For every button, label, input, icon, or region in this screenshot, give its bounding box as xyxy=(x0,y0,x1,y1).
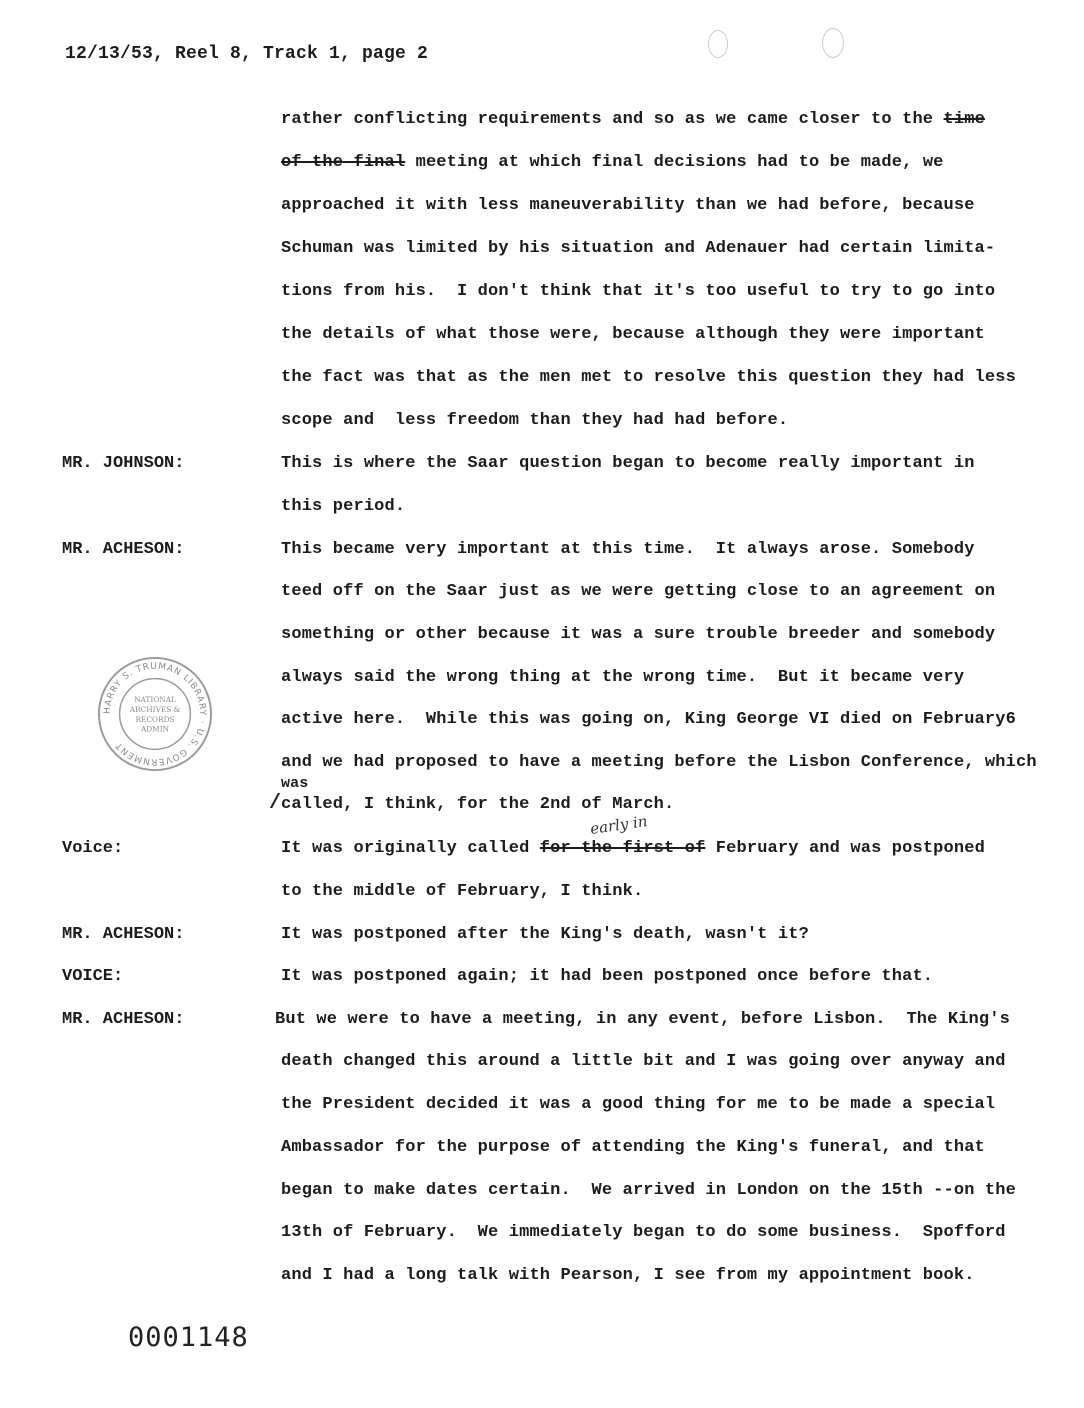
svg-text:NATIONAL: NATIONAL xyxy=(134,695,176,705)
speaker-label: MR. JOHNSON: xyxy=(62,454,185,473)
transcript-line: the details of what those were, because although they were important xyxy=(281,325,985,344)
transcript-line: 13th of February. We immediately began to do some business. Spofford xyxy=(281,1223,1006,1242)
transcript-line: But we were to have a meeting, in any event, before Lisbon. The King's xyxy=(275,1010,1010,1029)
transcript-line: to the middle of February, I think. xyxy=(281,882,644,901)
transcript-line: active here. While this was going on, King George VI died on February6 xyxy=(281,710,1016,729)
transcript-line: tions from his. I don't think that it's too useful to try to go into xyxy=(281,282,996,301)
transcript-line: death changed this around a little bit and I was going over anyway and xyxy=(281,1052,1006,1071)
transcript-line: of the final meeting at which final decisions had to be made, we xyxy=(281,153,944,172)
struck-text: time xyxy=(943,110,985,129)
transcript-line: something or other because it was a sure trouble breeder and somebody xyxy=(281,625,996,644)
transcript-line: This is where the Saar question began to become really important in xyxy=(281,454,975,473)
page-smudge xyxy=(822,28,844,58)
struck-text: for the first of xyxy=(539,839,706,858)
page-smudge xyxy=(708,30,728,58)
transcript-line: This became very important at this time. It always arose. Somebody xyxy=(281,540,975,559)
page-header: 12/13/53, Reel 8, Track 1, page 2 xyxy=(65,44,429,64)
transcript-line: the fact was that as the men met to resolve this question they had less xyxy=(281,368,1016,387)
svg-text:HARRY S. TRUMAN LIBRARY · U.S.: HARRY S. TRUMAN LIBRARY · U.S. GOVERNMENT xyxy=(102,661,208,767)
transcript-line: and we had proposed to have a meeting before the Lisbon Conference, which xyxy=(281,753,1037,772)
speaker-label: VOICE: xyxy=(62,967,124,986)
transcript-line: called, I think, for the 2nd of March. xyxy=(281,795,675,814)
transcript-line: began to make dates certain. We arrived in London on the 15th --on the xyxy=(281,1181,1016,1200)
transcript-line: It was postponed again; it had been postponed once before that. xyxy=(281,967,934,986)
handwritten-correction: early in xyxy=(589,812,649,838)
transcript-line: It was originally called for the first of February and was postponed xyxy=(281,839,985,858)
archive-stamp-seal xyxy=(96,655,214,773)
transcript-line: rather conflicting requirements and so as we came closer to the time xyxy=(281,110,985,129)
transcript-line: the President decided it was a good thing for me to be made a special xyxy=(281,1095,996,1114)
insertion-text: was xyxy=(281,775,309,792)
transcript-line: Ambassador for the purpose of attending the King's funeral, and that xyxy=(281,1138,985,1157)
speaker-label: MR. ACHESON: xyxy=(62,925,185,944)
transcript-line: this period. xyxy=(281,497,406,516)
transcript-line: Schuman was limited by his situation and Adenauer had certain limita- xyxy=(281,239,996,258)
document-number: 0001148 xyxy=(128,1322,249,1353)
speaker-label: Voice: xyxy=(62,839,124,858)
svg-text:ADMIN: ADMIN xyxy=(140,724,170,734)
transcript-line: It was postponed after the King's death, wasn't it? xyxy=(281,925,809,944)
transcript-line: and I had a long talk with Pearson, I see from my appointment book. xyxy=(281,1266,975,1285)
insertion-mark: / xyxy=(269,792,282,815)
transcript-line: approached it with less maneuverability than we had before, because xyxy=(281,196,975,215)
speaker-label: MR. ACHESON: xyxy=(62,1010,185,1029)
svg-text:RECORDS: RECORDS xyxy=(135,714,175,724)
transcript-line: teed off on the Saar just as we were getting close to an agreement on xyxy=(281,582,996,601)
svg-text:ARCHIVES &: ARCHIVES & xyxy=(129,705,181,715)
speaker-label: MR. ACHESON: xyxy=(62,540,185,559)
transcript-line: scope and less freedom than they had had before. xyxy=(281,411,789,430)
transcript-line: always said the wrong thing at the wrong time. But it became very xyxy=(281,668,965,687)
struck-text: of the final xyxy=(281,153,406,172)
